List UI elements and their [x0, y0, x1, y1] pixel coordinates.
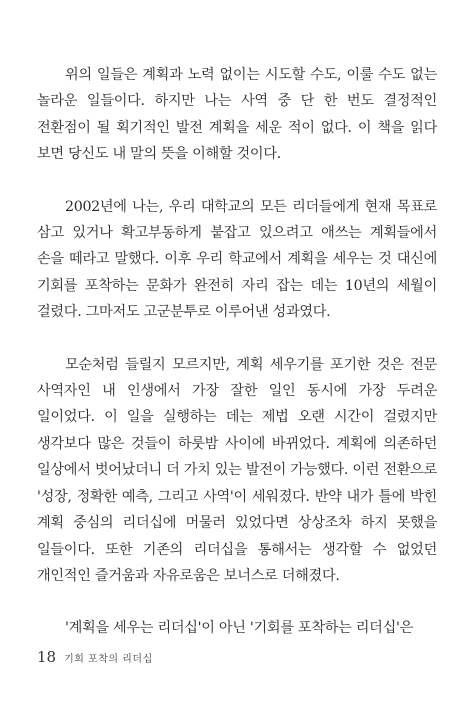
running-title: 기회 포착의 리더십	[64, 654, 153, 665]
paragraph-2: 2002년에 나는, 우리 대학교의 모든 리더들에게 현재 목표로 삼고 있거나 확고부동하게 붙잡고 있으려고 애쓰는 계획들에서 손을 떼라고 말했다. 이후 우리 학교에서 계획을 세우는 것 대신에 기회를 포착하는 문화가 완전히 자리 잡는 데는 10년의 세월이 걸렸다. 그마저도 고군분투로 이루어낸 성과였다.	[37, 198, 437, 321]
paragraph-3: 모순처럼 들릴지 모르지만, 계획 세우기를 포기한 것은 전문 사역자인 내 인생에서 가장 잘한 일인 동시에 가장 두려운 일이었다. 이 일을 실행하는 데는 제법 오랜 시간이 걸렸지만 생각보다 많은 것들이 하룻밤 사이에 바뀌었다. 계획에 의존하던 일상에서 벗어났더니 더 가치 있는 발전이 가능했다. 이런 전환으로 '성장, 정확한 예측, 그리고 사역'이 세워졌다. 반약 내가 틀에 박힌 계획 중심의 리더십에 머물러 있었다면 상상조차 하지 못했을 일들이다. 또한 기존의 리더십을 통해서는 생각할 수 없었던 개인적인 즐거움과 자유로움은 보너스로 더해졌다.	[37, 356, 437, 584]
page-footer	[37, 648, 153, 666]
paragraph-4: '계획을 세우는 리더십'이 아닌 '기회를 포착하는 리더십'은	[65, 620, 413, 637]
paragraph-1: 위의 일들은 계획과 노력 없이는 시도할 수도, 이룰 수도 없는 놀라운 일들이다. 하지만 나는 사역 중 단 한 번도 결정적인 전환점이 될 획기적인 발전 계획을 세운 적이 없다. 이 책을 읽다 보면 당신도 내 말의 뜻을 이해할 것이다.	[37, 67, 437, 163]
book-page-body	[37, 62, 437, 642]
page-number: 18	[37, 648, 57, 666]
